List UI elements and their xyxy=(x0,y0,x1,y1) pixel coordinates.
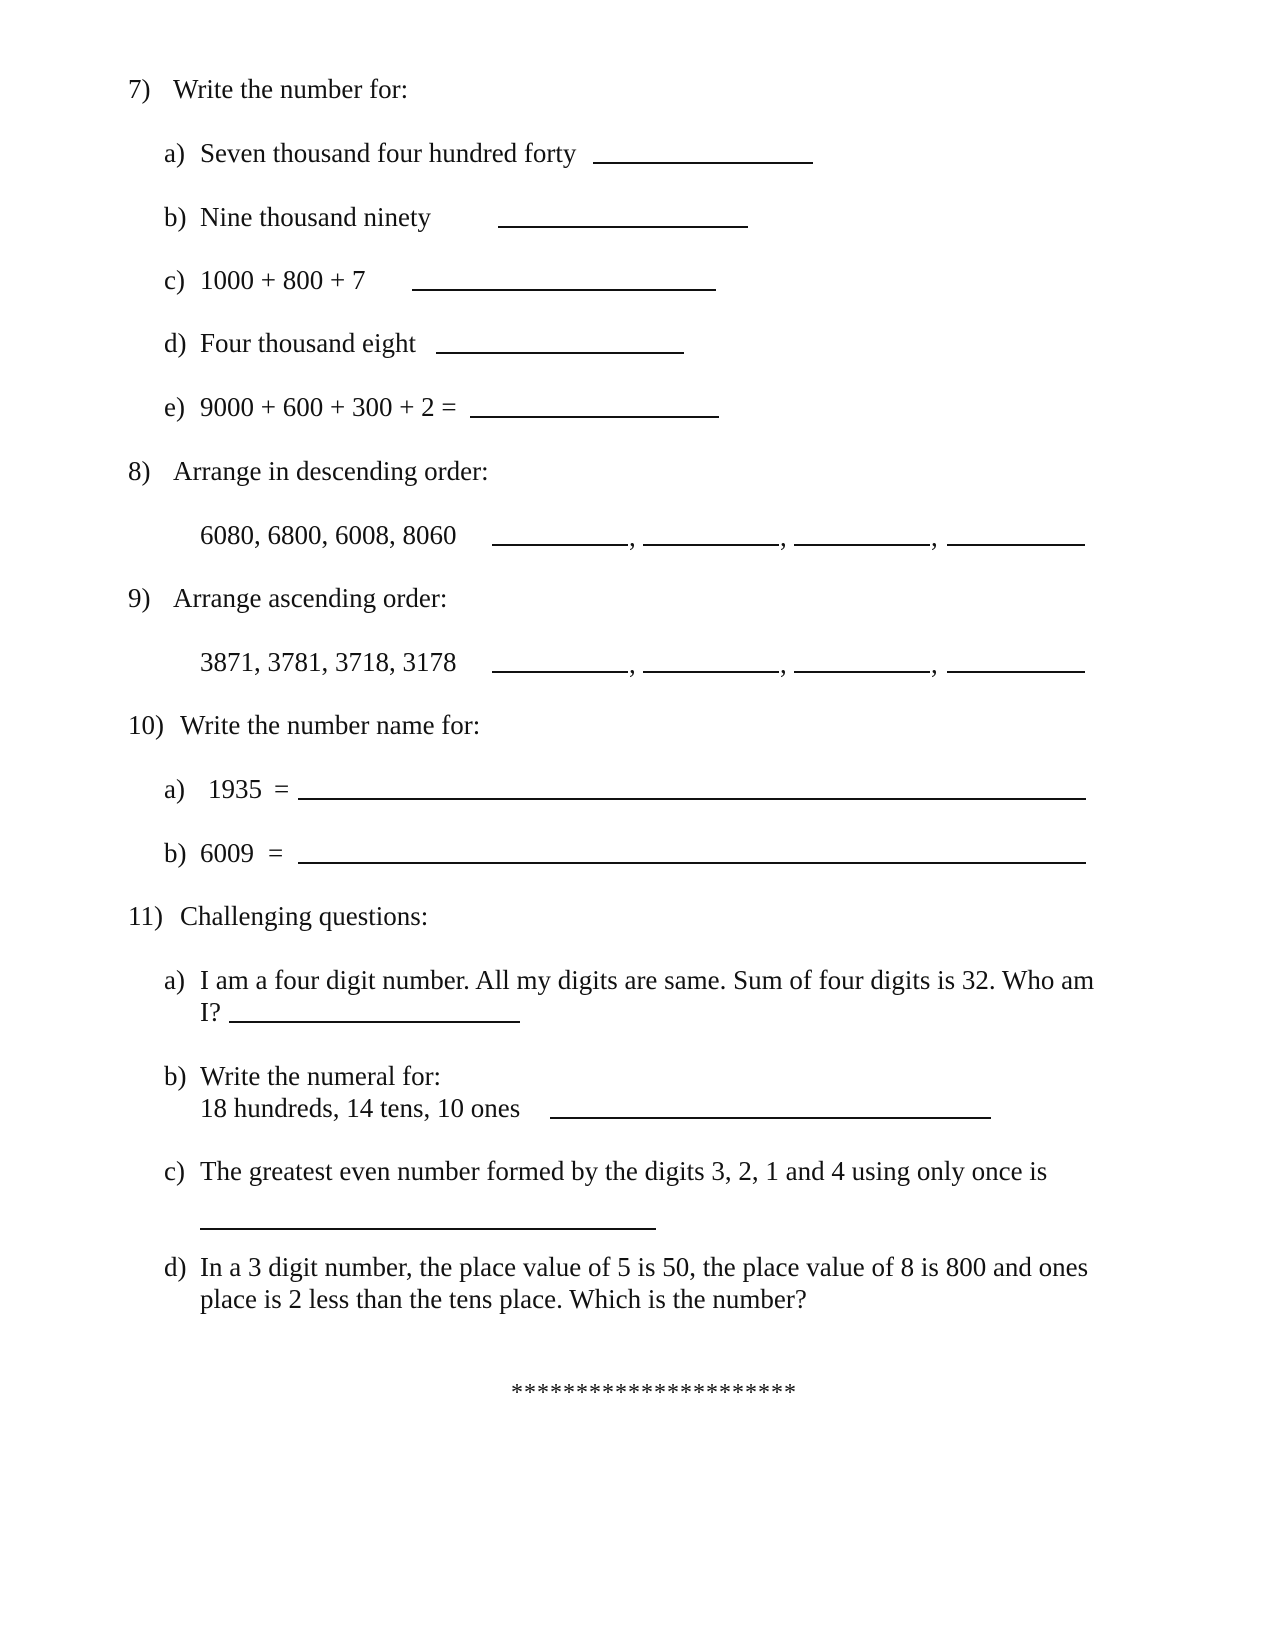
question-11-heading xyxy=(128,901,428,931)
item-text: Write the numeral for: xyxy=(200,1061,442,1091)
item-letter: c) xyxy=(164,265,185,295)
item-text: The greatest even number formed by the digits 3, 2, 1 and 4 using only once is xyxy=(200,1156,1048,1186)
question-number: 9) xyxy=(128,583,151,613)
question-text: Challenging questions: xyxy=(180,901,429,931)
answer-blank-7d[interactable] xyxy=(436,330,684,354)
answer-blank-11c[interactable] xyxy=(200,1206,656,1230)
answer-blank-7a[interactable] xyxy=(593,140,813,164)
item-letter: e) xyxy=(164,392,185,422)
answer-blank-8-1[interactable] xyxy=(492,522,628,546)
q9-numbers: 3871, 3781, 3718, 3178 xyxy=(200,647,457,677)
q10-item-b xyxy=(164,838,283,868)
item-letter: d) xyxy=(164,328,187,358)
item-letter: a) xyxy=(164,774,185,804)
q7-item-d xyxy=(164,328,416,358)
answer-blank-9-4[interactable] xyxy=(947,649,1085,673)
item-text: 6009 xyxy=(200,838,254,868)
q11-item-a xyxy=(164,965,1094,995)
question-number: 11) xyxy=(128,901,163,931)
question-text: Arrange in descending order: xyxy=(173,456,489,486)
q10-item-a xyxy=(164,774,289,804)
question-7-heading xyxy=(128,74,408,104)
equals-sign: = xyxy=(268,838,284,868)
q11-item-b-continued: 18 hundreds, 14 tens, 10 ones xyxy=(200,1093,521,1123)
answer-blank-8-2[interactable] xyxy=(643,522,779,546)
question-number: 7) xyxy=(128,74,151,104)
question-9-heading xyxy=(128,583,447,613)
item-text: In a 3 digit number, the place value of 5 is 50, the place value of 8 is 800 and ones xyxy=(200,1252,1089,1282)
answer-blank-8-3[interactable] xyxy=(794,522,930,546)
q7-item-a xyxy=(164,138,576,168)
comma: , xyxy=(780,649,787,679)
item-letter: a) xyxy=(164,965,185,995)
answer-blank-9-3[interactable] xyxy=(794,649,930,673)
item-letter: c) xyxy=(164,1156,185,1186)
question-text: Write the number name for: xyxy=(180,710,481,740)
q7-item-c xyxy=(164,265,365,295)
item-letter: d) xyxy=(164,1252,187,1282)
answer-blank-10b[interactable] xyxy=(298,840,1086,864)
question-8-heading xyxy=(128,456,489,486)
answer-blank-7b[interactable] xyxy=(498,204,748,228)
q8-numbers: 6080, 6800, 6008, 8060 xyxy=(200,520,457,550)
q11-item-b xyxy=(164,1061,441,1091)
answer-blank-8-4[interactable] xyxy=(947,522,1085,546)
comma: , xyxy=(629,522,636,552)
answer-blank-10a[interactable] xyxy=(298,776,1086,800)
answer-blank-11a[interactable] xyxy=(229,999,520,1023)
item-letter: a) xyxy=(164,138,185,168)
answer-blank-7c[interactable] xyxy=(412,267,716,291)
answer-blank-9-2[interactable] xyxy=(643,649,779,673)
item-text: 1935 xyxy=(208,774,262,804)
q11-item-a-continued: I? xyxy=(200,997,221,1027)
q11-item-d xyxy=(164,1252,1088,1282)
q7-item-b xyxy=(164,202,431,232)
answer-blank-7e[interactable] xyxy=(470,394,719,418)
comma: , xyxy=(931,522,938,552)
item-letter: b) xyxy=(164,1061,187,1091)
q11-item-c xyxy=(164,1156,1047,1186)
question-number: 8) xyxy=(128,456,151,486)
item-letter: b) xyxy=(164,202,187,232)
item-text: Nine thousand ninety xyxy=(200,202,431,232)
item-text: 9000 + 600 + 300 + 2 = xyxy=(200,392,457,422)
item-text: I am a four digit number. All my digits are same. Sum of four digits is 32. Who am xyxy=(200,965,1095,995)
comma: , xyxy=(629,649,636,679)
separator-stars: ********************** xyxy=(511,1380,797,1406)
question-number: 10) xyxy=(128,710,164,740)
question-text: Write the number for: xyxy=(173,74,409,104)
answer-blank-11b[interactable] xyxy=(550,1095,991,1119)
item-text: 1000 + 800 + 7 xyxy=(200,265,366,295)
comma: , xyxy=(931,649,938,679)
equals-sign: = xyxy=(274,774,290,804)
question-text: Arrange ascending order: xyxy=(173,583,448,613)
question-10-heading xyxy=(128,710,480,740)
item-text: Four thousand eight xyxy=(200,328,416,358)
q7-item-e xyxy=(164,392,457,422)
comma: , xyxy=(780,522,787,552)
answer-blank-9-1[interactable] xyxy=(492,649,628,673)
q11-item-d-continued: place is 2 less than the tens place. Which is the number? xyxy=(200,1284,807,1314)
item-text: Seven thousand four hundred forty xyxy=(200,138,577,168)
item-letter: b) xyxy=(164,838,187,868)
